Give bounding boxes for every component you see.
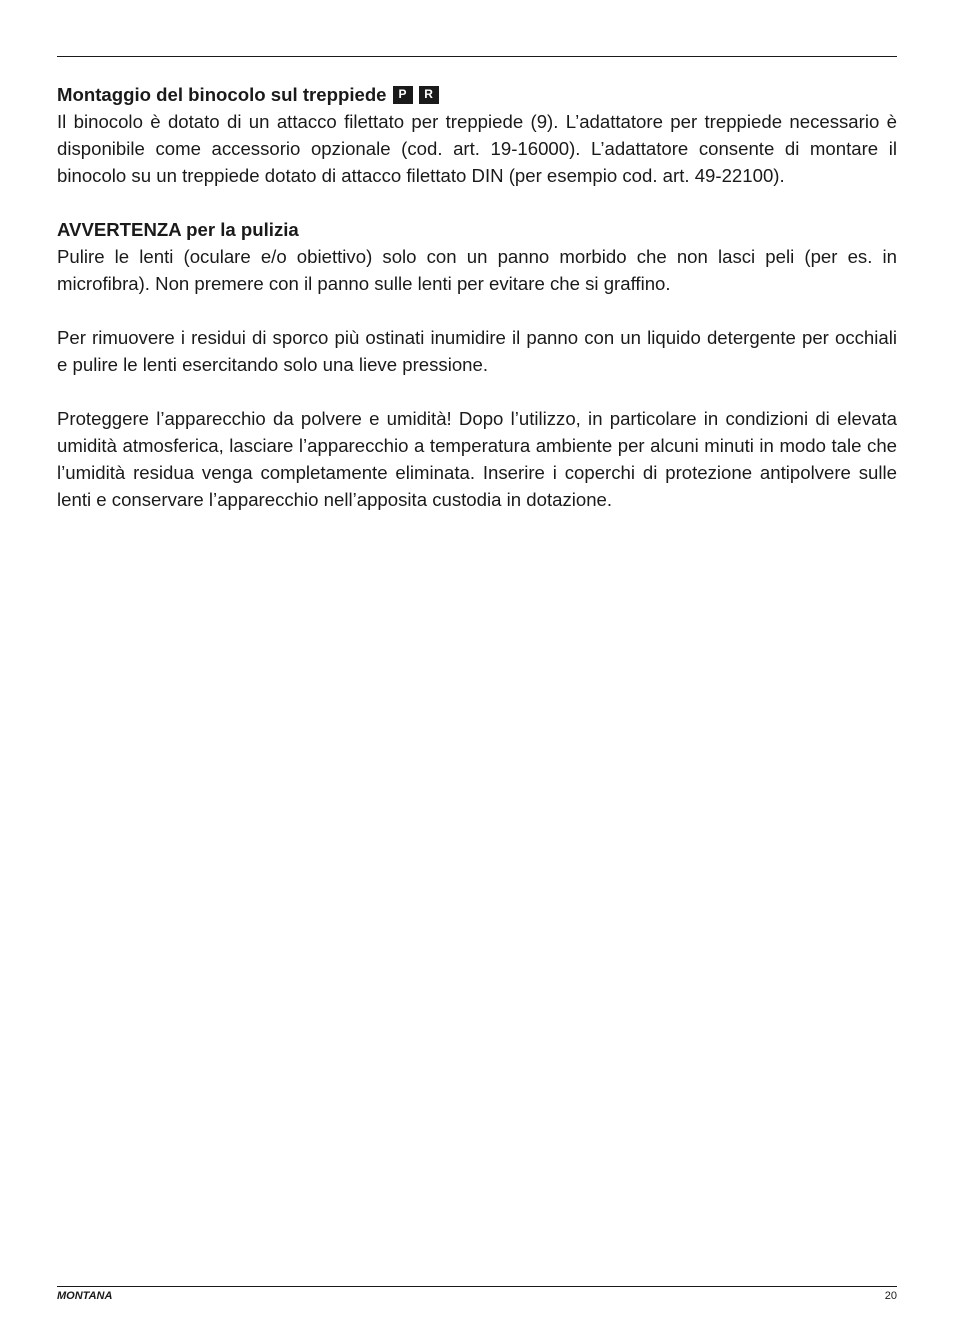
footer-rule — [57, 1286, 897, 1287]
header-rule — [57, 56, 897, 57]
figure-ref-badge-r: R — [419, 86, 439, 104]
paragraph-cleaning-1: Pulire le lenti (oculare e/o obiettivo) solo con un panno morbido che non lasci peli (per es. in microfibra). Non premere con il panno sulle lenti per evitare che si graffino. — [57, 246, 897, 294]
paragraph-cleaning-3: Proteggere l’apparecchio da polvere e umidità! Dopo l’utilizzo, in particolare in condizioni di elevata umidità atmosferica, lasciare l’apparecchio a temperatura ambiente per alcuni minuti in modo tale che l’umidità residua venga completamente eliminata. Inserire i coperchi di protezione antipolvere sulle lenti e conservare l’apparecchio nell’apposita custodia in dotazione. — [57, 408, 897, 510]
figure-ref-badge-p: P — [393, 86, 413, 104]
footer-product-name: MONTANA — [57, 1290, 113, 1302]
section-title-tripod — [57, 81, 897, 108]
page-number: 20 — [884, 1290, 897, 1302]
paragraph-tripod: Il binocolo è dotato di un attacco filettato per treppiede (9). L’adattatore per treppiede necessario è disponibile come accessorio opzionale (cod. art. 19-16000). L’adattatore consente di montare il binocolo su un treppiede dotato di attacco filettato DIN (per esempio cod. art. 49-22100). — [57, 111, 897, 186]
section-title-text: Montaggio del binocolo sul treppiede — [57, 84, 387, 105]
page-content — [57, 81, 897, 513]
paragraph-cleaning-2: Per rimuovere i residui di sporco più ostinati inumidire il panno con un liquido detergente per occhiali e pulire le lenti esercitando solo una lieve pressione. — [57, 327, 897, 375]
section-title-cleaning: AVVERTENZA per la pulizia — [57, 219, 299, 240]
